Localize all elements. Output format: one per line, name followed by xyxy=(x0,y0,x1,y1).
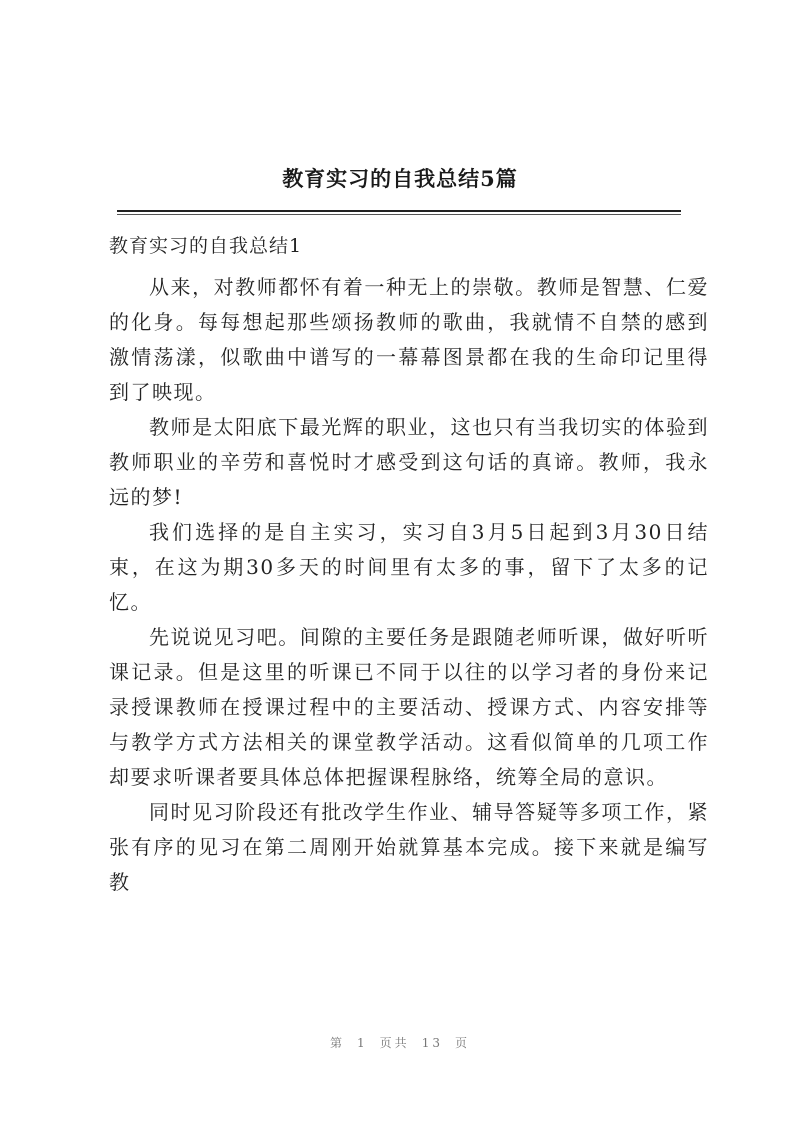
paragraph: 同时见习阶段还有批改学生作业、辅导答疑等多项工作，紧张有序的见习在第二周刚开始就算基本完成。接下来就是编写教 xyxy=(109,800,709,894)
footer-page-total: 13 xyxy=(421,1036,443,1050)
title-divider-thin xyxy=(117,214,681,215)
paragraph: 教师是太阳底下最光辉的职业，这也只有当我切实的体验到教师职业的辛劳和喜悦时才感受到这句话的真谛。教师，我永远的梦! xyxy=(109,415,709,509)
footer-suffix: 页 xyxy=(454,1036,470,1050)
footer-middle: 页共 xyxy=(379,1036,410,1050)
footer-prefix: 第 xyxy=(330,1036,346,1050)
paragraph: 我们选择的是自主实习，实习自3月5日起到3月30日结束，在这为期30多天的时间里有太多的事，留下了太多的记忆。 xyxy=(109,520,709,614)
title-divider xyxy=(117,210,681,212)
document-body xyxy=(109,270,709,900)
paragraph: 先说说见习吧。间隙的主要任务是跟随老师听课，做好听听课记录。但是这里的听课已不同于以往的以学习者的身份来记录授课教师在授课过程中的主要活动、授课方式、内容安排等与教学方式方法相关的课堂教学活动。这看似简单的几项工作却要求听课者要具体总体把握课程脉络，统筹全局的意识。 xyxy=(109,625,709,789)
section-heading: 教育实习的自我总结1 xyxy=(109,235,303,257)
footer-page-number: 1 xyxy=(357,1036,368,1050)
paragraph: 从来，对教师都怀有着一种无上的崇敬。教师是智慧、仁爱的化身。每每想起那些颂扬教师的歌曲，我就情不自禁的感到激情荡漾，似歌曲中谱写的一幕幕图景都在我的生命印记里得到了映现。 xyxy=(109,275,709,404)
page-footer xyxy=(0,1034,800,1051)
page-title: 教育实习的自我总结5篇 xyxy=(282,166,518,191)
